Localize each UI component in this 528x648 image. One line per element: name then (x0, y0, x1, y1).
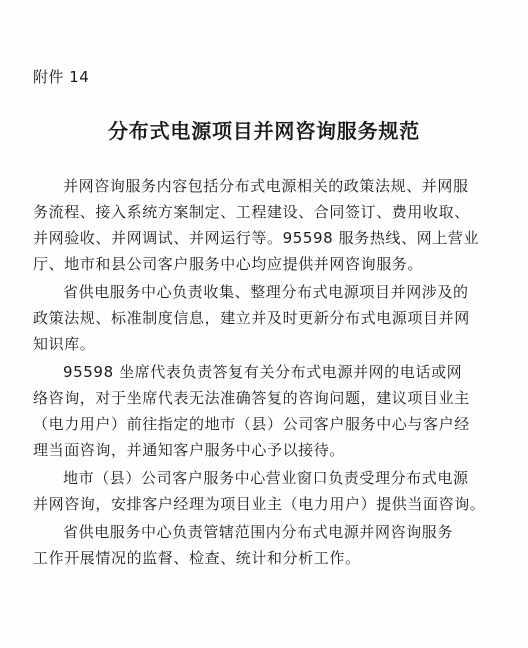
paragraph-line: 络咨询，对于坐席代表无法准确答复的咨询问题，建议项目业主 (33, 389, 470, 407)
paragraph (33, 465, 505, 517)
paragraph-line: 并网验收、并网调试、并网运行等。95598 服务热线、网上营业 (33, 229, 480, 247)
paragraph (33, 519, 505, 571)
document-body (33, 173, 505, 571)
paragraph-line: 并网咨询服务内容包括分布式电源相关的政策法规、并网服 (63, 177, 469, 195)
paragraph (33, 279, 505, 357)
paragraph-line: 省供电服务中心负责收集、整理分布式电源项目并网涉及的 (63, 283, 469, 301)
paragraph-line: （电力用户）前往指定的地市（县）公司客户服务中心与客户经 (33, 415, 470, 433)
paragraph-line: 省供电服务中心负责管辖范围内分布式电源并网咨询服务 (63, 523, 454, 541)
paragraph-line: 知识库。 (33, 335, 96, 353)
paragraph-line: 地市（县）公司客户服务中心营业窗口负责受理分布式电源 (63, 469, 469, 487)
paragraph-line: 务流程、接入系统方案制定、工程建设、合同签订、费用收取、 (33, 203, 470, 221)
paragraph-line: 政策法规、标准制度信息，建立并及时更新分布式电源项目并网 (33, 309, 470, 327)
paragraph (33, 173, 505, 277)
paragraph-line: 厅、地市和县公司客户服务中心均应提供并网咨询服务。 (33, 255, 424, 273)
paragraph-line: 工作开展情况的监督、检查、统计和分析工作。 (33, 549, 361, 567)
attachment-label: 附件 14 (33, 68, 90, 86)
paragraph-line: 理当面咨询，并通知客户服务中心予以接待。 (33, 441, 346, 459)
paragraph-line: 并网咨询，安排客户经理为项目业主（电力用户）提供当面咨询。 (33, 495, 486, 513)
document-title: 分布式电源项目并网咨询服务规范 (108, 119, 420, 143)
paragraph-line: 95598 坐席代表负责答复有关分布式电源并网的电话或网 (63, 363, 463, 381)
paragraph (33, 359, 505, 463)
